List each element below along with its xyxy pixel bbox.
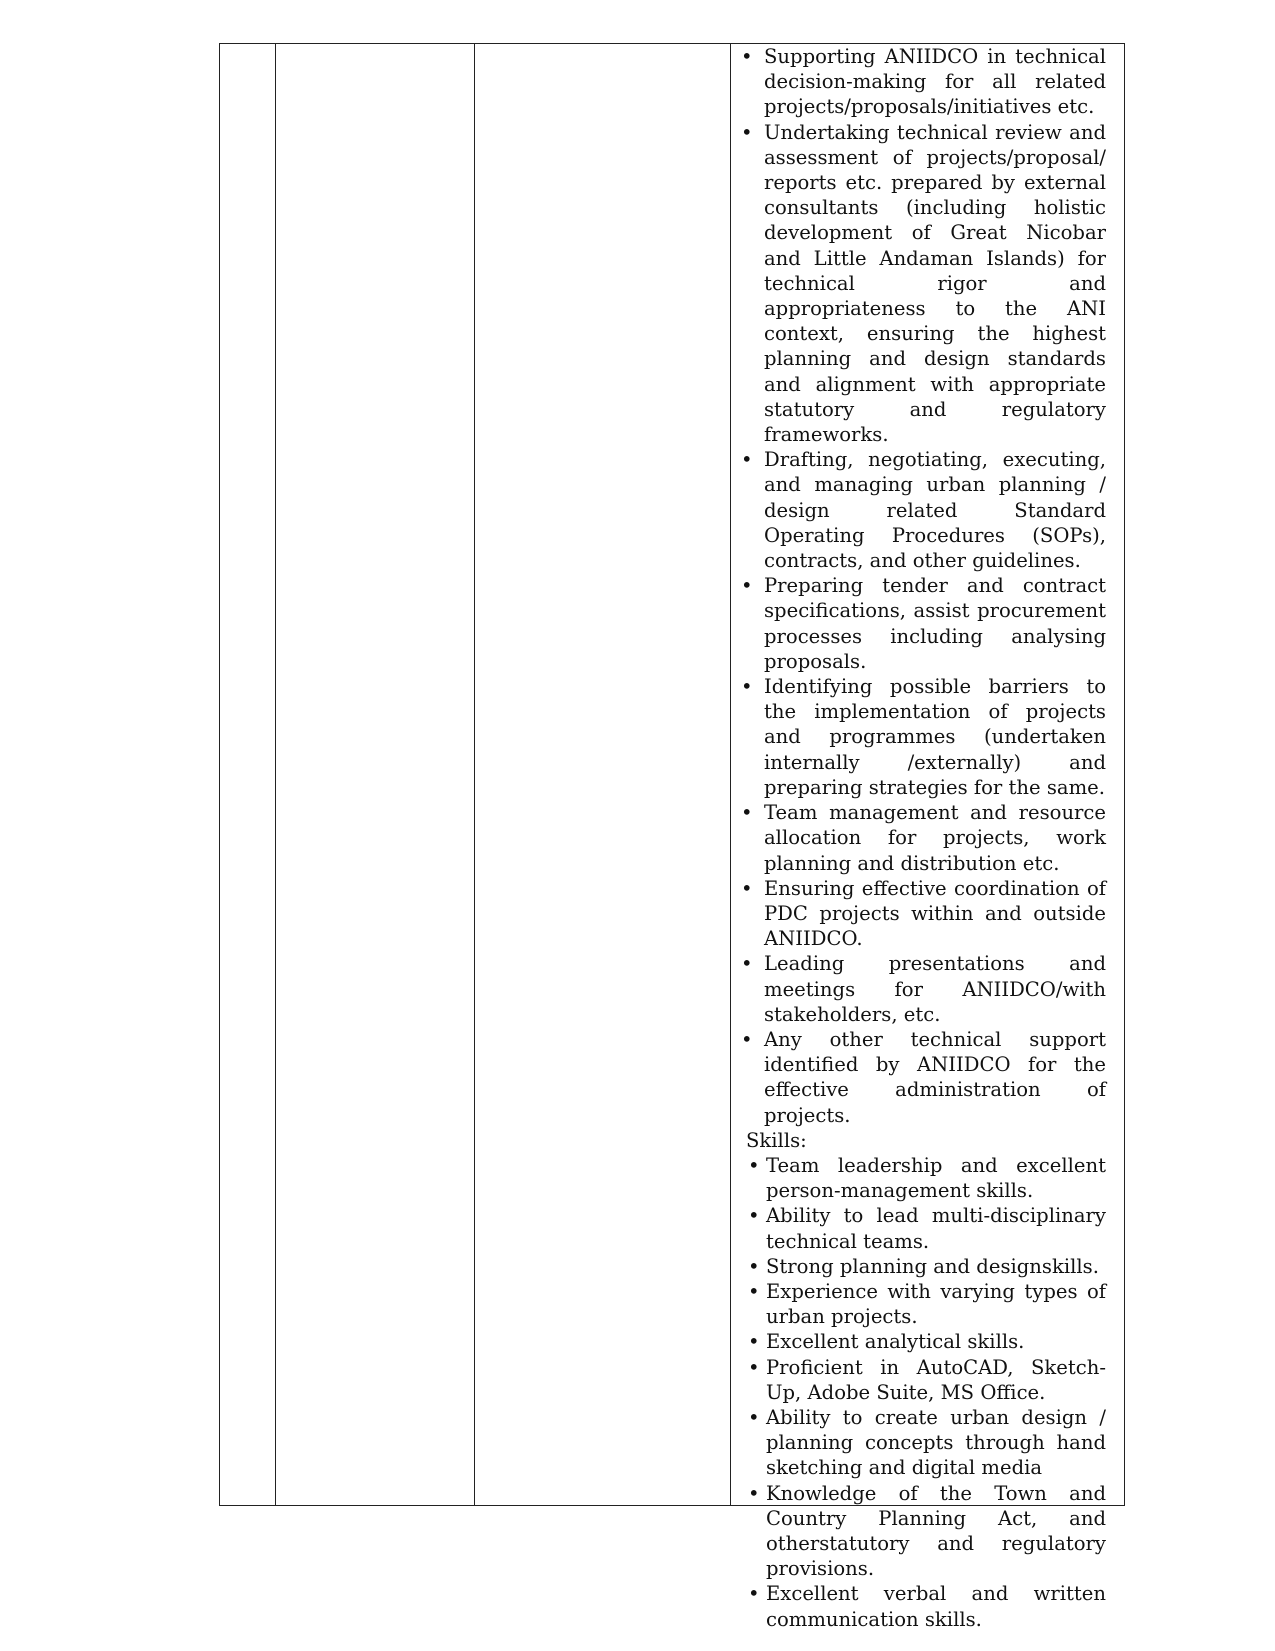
bullet-icon: • xyxy=(748,1481,760,1505)
bullet-icon: • xyxy=(741,952,753,976)
skill-item: • Excellent verbal and written communication skills. xyxy=(748,1582,1106,1631)
skill-item: • Strong planning and designskills. xyxy=(748,1254,1099,1278)
skill-item: • Ability to create urban design / planning concepts through hand sketching and digital media xyxy=(748,1405,1106,1480)
list-item: • Preparing tender and contract specifications, assist procurement processes including analysing proposals. xyxy=(741,574,1106,673)
list-item: • Undertaking technical review and assessment of projects/proposal/ reports etc. prepared by external consultants (including holistic development of Great Nicobar and Little Andaman Islands) for technical rigor and appropriateness to the ANI context, ensuring the highest planning and design standards and alignment with appropriate statutory and regulatory frameworks. xyxy=(741,120,1106,447)
list-item: • Identifying possible barriers to the implementation of projects and programmes (undertaken internally /externally) and preparing strategies for the same. xyxy=(741,675,1106,799)
list-item: • Any other technical support identified by ANIIDCO for the effective administration of projects. xyxy=(741,1027,1106,1127)
bullet-icon: • xyxy=(748,1355,760,1379)
bullet-icon: • xyxy=(741,120,753,144)
list-item: • Ensuring effective coordination of PDC projects within and outside ANIIDCO. xyxy=(741,876,1106,951)
skill-item: • Ability to lead multi-disciplinary technical teams. xyxy=(748,1204,1106,1253)
bullet-icon: • xyxy=(748,1204,760,1228)
duties-column xyxy=(734,44,1106,1632)
bullet-icon: • xyxy=(741,1027,753,1051)
skill-item: • Knowledge of the Town and Country Planning Act, and otherstatutory and regulatory provisions. xyxy=(748,1481,1106,1581)
bullet-icon: • xyxy=(741,45,753,68)
bullet-icon: • xyxy=(741,876,753,900)
column-divider xyxy=(730,44,731,1505)
list-item: • Team management and resource allocation for projects, work planning and distribution etc. xyxy=(741,801,1106,875)
skill-item: • Team leadership and excellent person-management skills. xyxy=(748,1153,1106,1203)
bullet-icon: • xyxy=(741,675,753,699)
skill-item: • Excellent analytical skills. xyxy=(748,1330,1025,1354)
bullet-icon: • xyxy=(748,1582,760,1606)
list-item: • Supporting ANIIDCO in technical decision-making for all related projects/proposals/initiatives etc. xyxy=(741,45,1106,119)
skill-item: • Proficient in AutoCAD, Sketch- Up, Adobe Suite, MS Office. xyxy=(748,1355,1106,1404)
bullet-icon: • xyxy=(741,574,753,598)
bullet-icon: • xyxy=(748,1330,760,1354)
bullet-icon: • xyxy=(748,1254,760,1278)
bullet-icon: • xyxy=(748,1153,760,1177)
bullet-icon: • xyxy=(748,1405,760,1429)
skills-heading: Skills: xyxy=(746,1128,807,1152)
bullet-icon: • xyxy=(748,1279,760,1303)
list-item: • Leading presentations and meetings for ANIIDCO/with stakeholders, etc. xyxy=(741,952,1106,1026)
skill-item: • Experience with varying types of urban projects. xyxy=(748,1279,1106,1329)
column-divider xyxy=(275,44,276,1505)
job-description-table xyxy=(219,43,1125,1631)
bullet-icon: • xyxy=(741,448,753,472)
list-item: • Drafting, negotiating, executing, and managing urban planning / design related Standard Operating Procedures (SOPs), contracts, and other guidelines. xyxy=(741,448,1106,573)
bullet-icon: • xyxy=(741,801,753,825)
column-divider xyxy=(474,44,475,1505)
